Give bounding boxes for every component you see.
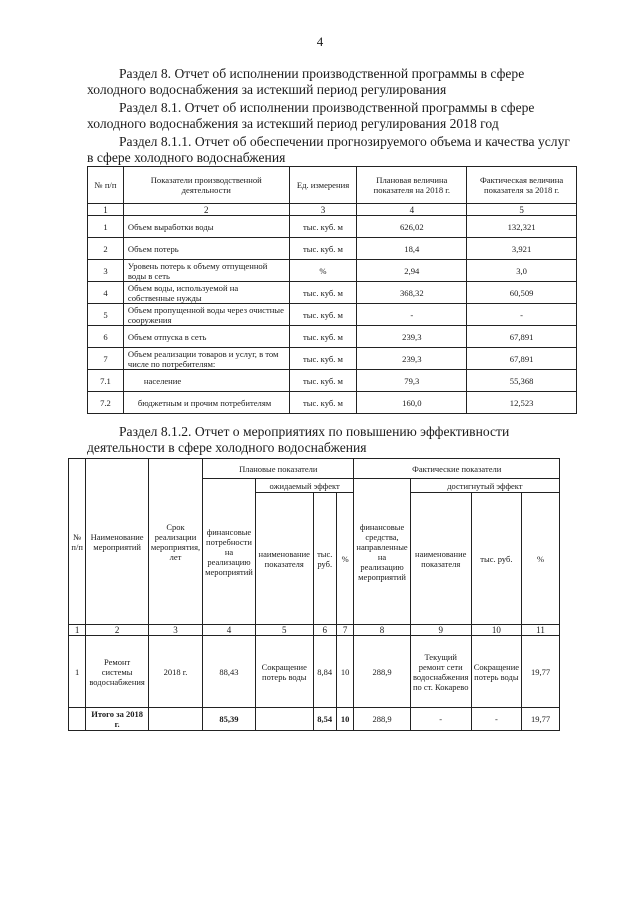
row-indicator: Уровень потерь к объему отпущенной воды в сеть [123,260,289,282]
total-ach-rub: - [471,708,521,731]
row-unit: тыс. куб. м [289,392,357,414]
section-8-1-1-heading: Раздел 8.1.1. Отчет об обеспечении прогнозируемого объема и качества услуг в сфере холодного водоснабжения [87,134,570,165]
table-row [88,216,577,238]
row-number: 3 [88,260,124,282]
table-row [88,392,577,414]
col-header: Фактическая величина показателя за 2018 г. [467,167,577,204]
row-unit: тыс. куб. м [289,282,357,304]
col-number: 4 [357,204,467,216]
column-number-row [69,625,560,636]
table-row [88,326,577,348]
col-header: финансовые потребности на реализацию мероприятий [203,479,256,625]
measure-term: 2018 г. [148,636,202,708]
row-fact-value: - [467,304,577,326]
row-unit: тыс. куб. м [289,304,357,326]
group-header-plan: Плановые показатели [203,459,354,479]
fin-need-value: 88,43 [203,636,256,708]
table-row [88,348,577,370]
row-plan-value: - [357,304,467,326]
row-plan-value: 160,0 [357,392,467,414]
row-number: 5 [88,304,124,326]
col-number: 4 [203,625,256,636]
col-header: тыс. руб. [313,493,336,625]
col-number: 2 [86,625,149,636]
table-row [88,304,577,326]
total-label: Итого за 2018 г. [86,708,149,731]
total-exp-rub: 8,54 [313,708,336,731]
row-plan-value: 2,94 [357,260,467,282]
row-fact-value: 67,891 [467,326,577,348]
group-header-fact: Фактические показатели [354,459,560,479]
row-number: 1 [69,636,86,708]
col-header: финансовые средства, направленные на реализацию мероприятий [354,479,410,625]
page-number: 4 [316,34,324,49]
total-empty-cell [69,708,86,731]
row-fact-value: 60,509 [467,282,577,304]
row-plan-value: 79,3 [357,370,467,392]
row-fact-value: 55,368 [467,370,577,392]
efficiency-measures-table [68,458,560,731]
achieved-indicator: Текущий ремонт сети водоснабжения по ст. Кокарево [410,636,471,708]
expected-rub: 8,84 [313,636,336,708]
row-plan-value: 626,02 [357,216,467,238]
total-row [69,708,560,731]
col-header: % [522,493,560,625]
col-number: 9 [410,625,471,636]
row-indicator: Объем выработки воды [123,216,289,238]
section-8-1-2-heading: Раздел 8.1.2. Отчет о мероприятиях по повышению эффективности деятельности в сфере холодного водоснабжения [87,424,510,455]
table-row [88,282,577,304]
row-unit: тыс. куб. м [289,370,357,392]
row-plan-value: 239,3 [357,348,467,370]
sub-header-expected: ожидаемый эффект [255,479,354,493]
col-header: тыс. руб. [471,493,521,625]
col-number: 8 [354,625,410,636]
col-number: 2 [123,204,289,216]
total-fin-spent: 288,9 [354,708,410,731]
col-header: № п/п [69,459,86,625]
sub-header-achieved: достигнутый эффект [410,479,559,493]
production-indicators-table [87,166,577,414]
row-indicator: бюджетным и прочим потребителям [123,392,289,414]
expected-indicator: Сокращение потерь воды [255,636,313,708]
fin-spent-value: 288,9 [354,636,410,708]
row-unit: тыс. куб. м [289,348,357,370]
achieved-pct: 19,77 [522,636,560,708]
row-plan-value: 239,3 [357,326,467,348]
col-number: 10 [471,625,521,636]
table-row [88,370,577,392]
table-row [88,238,577,260]
col-header: № п/п [88,167,124,204]
row-number: 6 [88,326,124,348]
col-header: наименование показателя [410,493,471,625]
total-fin-need: 85,39 [203,708,256,731]
col-header: Показатели производственной деятельности [123,167,289,204]
row-unit: тыс. куб. м [289,238,357,260]
col-header: Наименование мероприятий [86,459,149,625]
total-empty-cell [148,708,202,731]
row-fact-value: 12,523 [467,392,577,414]
col-number: 5 [467,204,577,216]
col-number: 1 [88,204,124,216]
section-8-heading: Раздел 8. Отчет об исполнении производственной программы в сфере холодного водоснабжения за истекший период регулирования [87,66,525,97]
row-unit: тыс. куб. м [289,216,357,238]
achieved-rub: Сокращение потерь воды [471,636,521,708]
table-row [88,260,577,282]
row-indicator: население [123,370,289,392]
row-indicator: Объем потерь [123,238,289,260]
col-number: 3 [148,625,202,636]
col-number: 6 [313,625,336,636]
row-plan-value: 368,32 [357,282,467,304]
section-8-1-heading: Раздел 8.1. Отчет об исполнении производственной программы в сфере холодного водоснабжения за истекший период регулирования 2018 год [87,100,535,131]
row-fact-value: 3,0 [467,260,577,282]
expected-pct: 10 [336,636,354,708]
col-number: 5 [255,625,313,636]
col-number: 7 [336,625,354,636]
row-unit: % [289,260,357,282]
row-unit: тыс. куб. м [289,326,357,348]
row-fact-value: 3,921 [467,238,577,260]
col-header: % [336,493,354,625]
measure-name: Ремонт системы водоснабжения [86,636,149,708]
col-header: Срок реализации мероприятия, лет [148,459,202,625]
col-header: наименование показателя [255,493,313,625]
row-indicator: Объем отпуска в сеть [123,326,289,348]
row-number: 7.1 [88,370,124,392]
col-header: Ед. измерения [289,167,357,204]
header-row-1 [69,459,560,479]
row-number: 2 [88,238,124,260]
row-fact-value: 132,321 [467,216,577,238]
total-exp-pct: 10 [336,708,354,731]
col-number: 1 [69,625,86,636]
row-number: 7 [88,348,124,370]
table-row [69,636,560,708]
row-indicator: Объем реализации товаров и услуг, в том числе по потребителям: [123,348,289,370]
row-indicator: Объем воды, используемой на собственные нужды [123,282,289,304]
total-ach-pct: 19,77 [522,708,560,731]
row-number: 4 [88,282,124,304]
col-header: Плановая величина показателя на 2018 г. [357,167,467,204]
row-plan-value: 18,4 [357,238,467,260]
col-number: 11 [522,625,560,636]
col-number: 3 [289,204,357,216]
row-indicator: Объем пропущенной воды через очистные сооружения [123,304,289,326]
row-number: 1 [88,216,124,238]
total-empty-cell [255,708,313,731]
total-ach-name: - [410,708,471,731]
column-number-row [88,204,577,216]
row-number: 7.2 [88,392,124,414]
row-fact-value: 67,891 [467,348,577,370]
table-header-row [88,167,577,204]
